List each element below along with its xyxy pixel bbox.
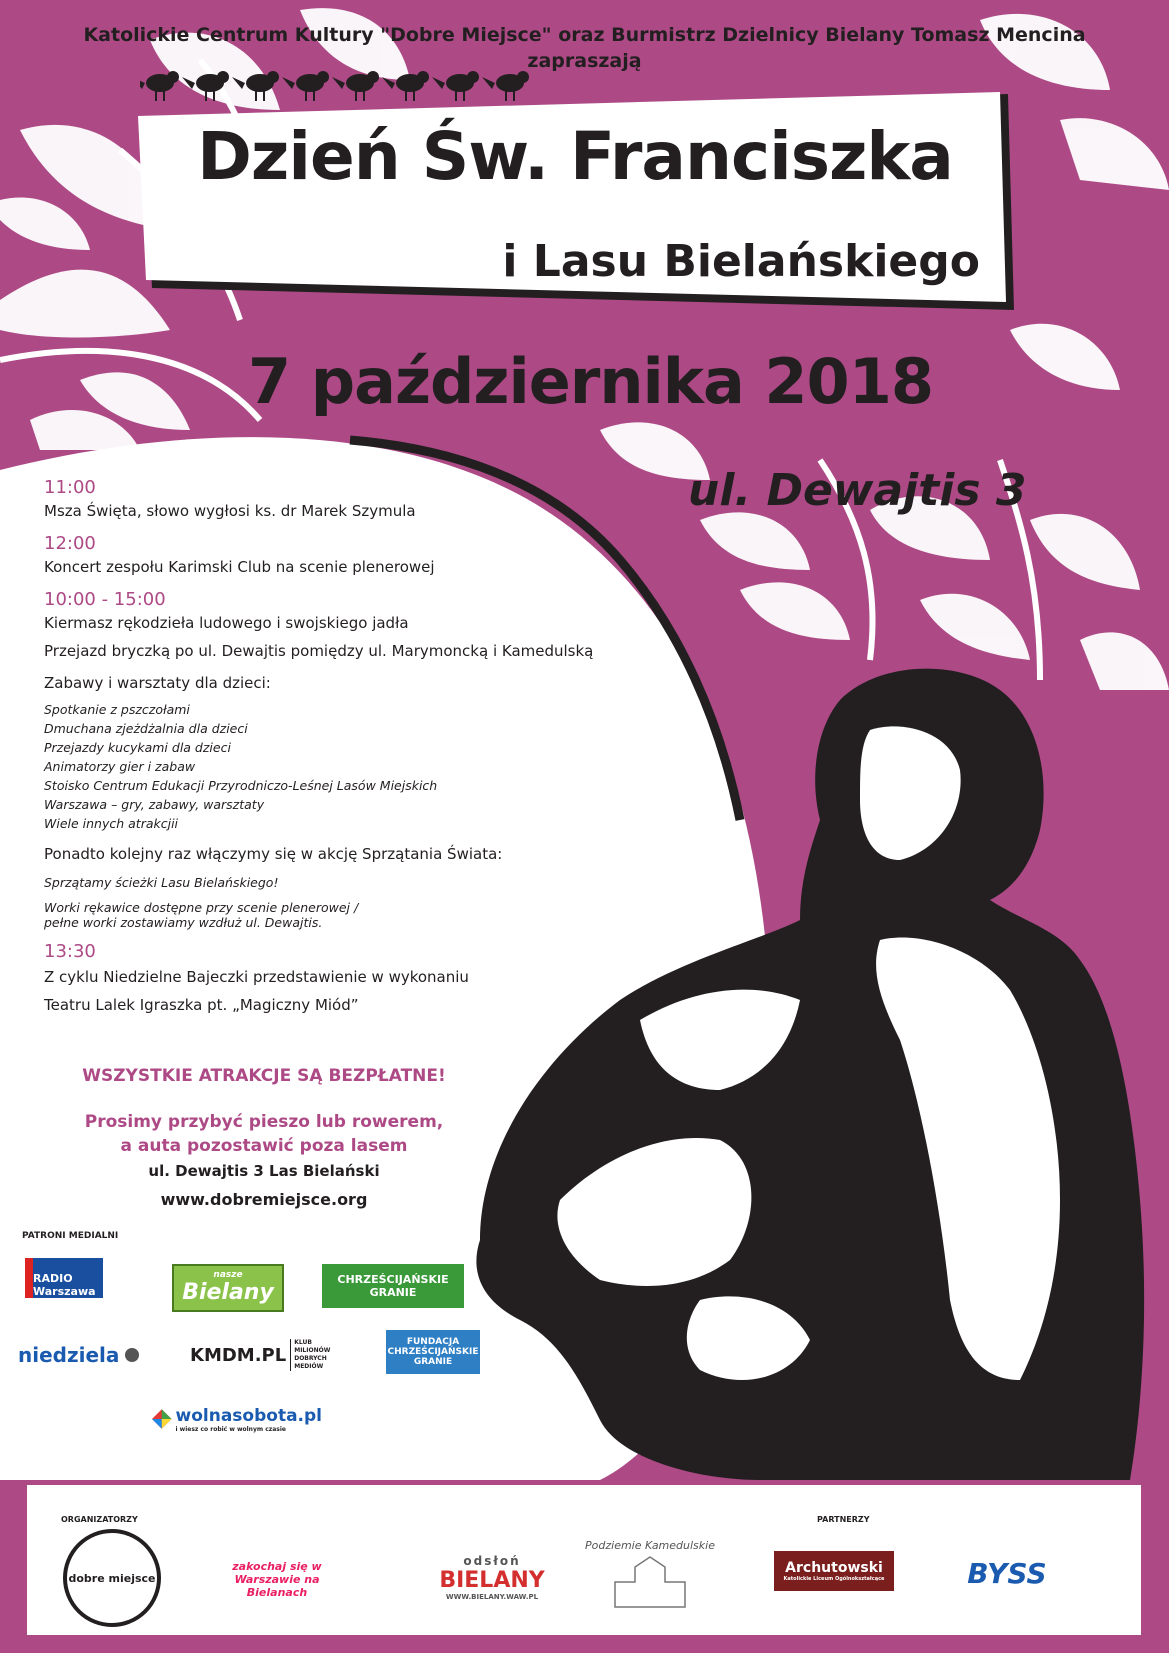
kids-item: Dmuchana zjeżdżalnia dla dzieci (44, 721, 248, 736)
cleanup-heading: Ponadto kolejny raz włączymy się w akcję Sprzątania Świata: (44, 845, 503, 863)
program-item: Teatru Lalek Igraszka pt. „Magiczny Miód” (44, 996, 359, 1014)
granie-logo-text: CHRZEŚCIJAŃSKIE GRANIE (337, 1273, 449, 1299)
logo-odslon-bielany (412, 1547, 572, 1607)
zakochaj-logo-text: zakochaj się w Warszawie na Bielanach (232, 1559, 322, 1599)
program-time: 13:30 (44, 941, 96, 962)
program-item: Kiermasz rękodzieła ludowego i swojskiego jadła (44, 614, 409, 632)
header-line1: Katolickie Centrum Kultury "Dobre Miejsce" oraz Burmistrz Dzielnicy Bielany Tomasz Mencina (83, 24, 1086, 46)
odslon-url-text: WWW.BIELANY.WAW.PL (445, 1592, 539, 1601)
travel-request (44, 1110, 484, 1158)
wolnasobota-logo-text: wolnasobota.pl (175, 1405, 322, 1426)
cleanup-item: pełne worki zostawiamy wzdłuż ul. Dewajtis. (44, 915, 323, 930)
program-time: 12:00 (44, 533, 96, 554)
fundacja-logo-text: FUNDACJA CHRZEŚCIJAŃSKIE GRANIE (387, 1337, 479, 1367)
bielany-small-text: nasze (213, 1270, 243, 1280)
travel-line1: Prosimy przybyć pieszo lub rowerem, (84, 1112, 444, 1132)
logo-byss (947, 1553, 1067, 1593)
bielany-logo-text: Bielany (182, 1280, 274, 1305)
footer-sponsors (27, 1485, 1141, 1635)
niedziela-emblem-icon (125, 1348, 139, 1362)
byss-logo-text: BYSS (967, 1556, 1047, 1590)
kmdm-logo-text: KMDM.PL (190, 1344, 287, 1366)
organizers-label: ORGANIZATORZY (61, 1515, 138, 1524)
archutowski-sub-text: Katolickie Liceum Ogólnokształcące (783, 1576, 885, 1582)
media-patrons-label: PATRONI MEDIALNI (22, 1231, 119, 1241)
logo-kmdm (190, 1335, 350, 1375)
logo-nasze-bielany (172, 1264, 284, 1312)
cleanup-item: Sprzątamy ścieżki Lasu Bielańskiego! (44, 875, 279, 890)
venue-address: ul. Dewajtis 3 Las Bielański (148, 1162, 380, 1180)
event-date: 7 października 2018 (248, 345, 933, 418)
kids-item: Animatorzy gier i zabaw (44, 759, 196, 774)
dobre-logo-text: dobre miejsce (68, 1571, 156, 1585)
program-item: Koncert zespołu Karimski Club na scenie plenerowej (44, 558, 435, 576)
wolnasobota-sub-text: i wiesz co robić w wolnym czasie (175, 1425, 286, 1433)
program-item: Z cyklu Niedzielne Bajeczki przedstawienie w wykonaniu (44, 968, 469, 986)
odslon-text: odsłoń (463, 1553, 521, 1568)
logo-radio-warszawa (25, 1250, 103, 1306)
kids-item: Spotkanie z pszczołami (44, 702, 190, 717)
header-line2: zapraszają (527, 50, 642, 72)
kids-item: Wiele innych atrakcjii (44, 816, 179, 831)
logo-podziemie-kamedulskie (575, 1525, 725, 1625)
archutowski-text: Archutowski (785, 1560, 883, 1576)
church-drawing-icon (605, 1552, 695, 1612)
program-item: Msza Święta, słowo wygłosi ks. dr Marek Szymula (44, 502, 416, 520)
program-time: 11:00 (44, 477, 96, 498)
logo-niedziela (18, 1340, 158, 1370)
logo-dobre-miejsce (63, 1529, 161, 1627)
program-time: 10:00 - 15:00 (44, 589, 166, 610)
radio-logo-text: RADIO Warszawa (25, 1258, 103, 1298)
website-link[interactable]: www.dobremiejsce.org (160, 1190, 368, 1209)
kite-icon (152, 1402, 172, 1436)
kids-item: Stoisko Centrum Edukacji Przyrodniczo-Leśnej Lasów Miejskich (44, 778, 438, 793)
free-notice: WSZYSTKIE ATRAKCJE SĄ BEZPŁATNE! (82, 1066, 446, 1086)
odslon-big-text: BIELANY (439, 1567, 545, 1593)
logo-archutowski (774, 1551, 894, 1591)
title-sub: i Lasu Bielańskiego (502, 236, 980, 287)
kids-heading: Zabawy i warsztaty dla dzieci: (44, 674, 271, 692)
logo-chrzescijanskie-granie (322, 1264, 464, 1308)
program (44, 476, 724, 1016)
logo-wolnasobota (152, 1396, 322, 1442)
logo-zakochaj (217, 1539, 337, 1619)
travel-line2: a auta pozostawić poza lasem (120, 1136, 408, 1156)
cleanup-item: Worki rękawice dostępne przy scenie plenerowej / (44, 900, 359, 915)
kids-item: Warszawa – gry, zabawy, warsztaty (44, 797, 265, 812)
niedziela-logo-text: niedziela (18, 1343, 120, 1367)
partners-label: PARTNERZY (817, 1515, 870, 1524)
event-address: ul. Dewajtis 3 (688, 465, 1027, 516)
kmdm-sub-text: KLUB MILIONÓW DOBRYCH MEDIÓW (290, 1339, 350, 1371)
title-main: Dzień Św. Franciszka (197, 118, 953, 195)
podziemie-logo-text: Podziemie Kamedulskie (585, 1538, 715, 1552)
program-item: Przejazd bryczką po ul. Dewajtis pomiędzy ul. Marymoncką i Kamedulską (44, 642, 594, 660)
kids-item: Przejazdy kucykami dla dzieci (44, 740, 231, 755)
logo-fundacja (386, 1330, 480, 1374)
